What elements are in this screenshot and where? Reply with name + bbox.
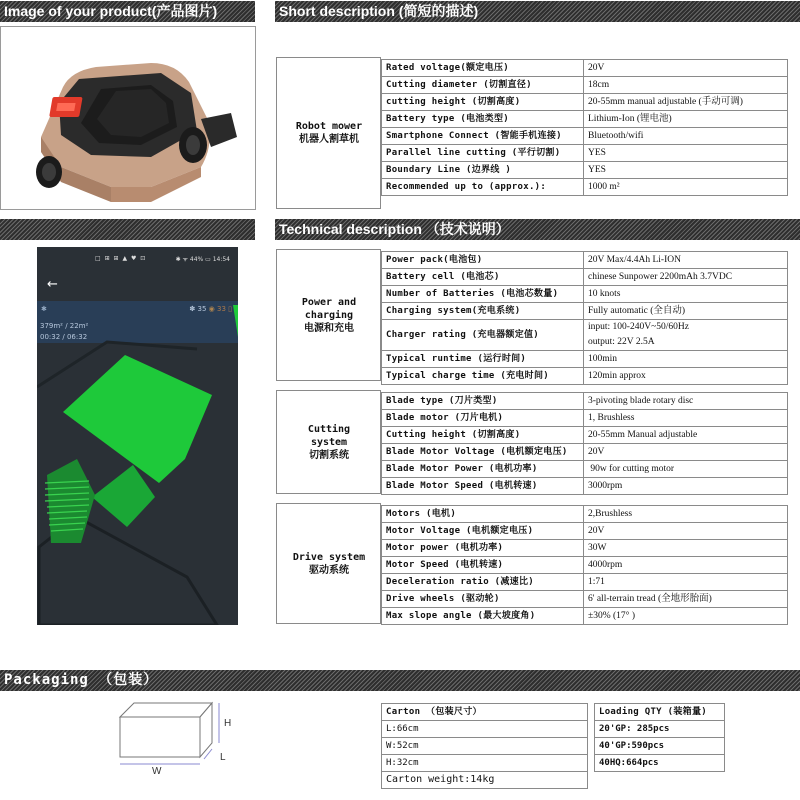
app-screenshot — [37, 247, 238, 625]
spec-value: 1, Brushless — [584, 410, 788, 427]
table-row — [595, 721, 725, 738]
spec-value: Carton weight:14kg — [382, 772, 588, 789]
spec-label: Motors (电机) — [382, 506, 584, 523]
table-row — [382, 608, 788, 625]
table-row — [382, 704, 588, 721]
spec-value: 18cm — [584, 77, 788, 94]
carton-table — [381, 703, 588, 789]
spec-value: 6' all-terrain tread (全地形胎面) — [584, 591, 788, 608]
dim-h: H — [224, 718, 232, 729]
spec-value: 4000rpm — [584, 557, 788, 574]
spec-label: Drive wheels (驱动轮) — [382, 591, 584, 608]
table-row — [382, 179, 788, 196]
spec-label: Motor Voltage (电机额定电压) — [382, 523, 584, 540]
spec-value: 40'GP:590pcs — [595, 738, 725, 755]
table-row — [382, 60, 788, 77]
table-row — [382, 351, 788, 368]
spec-label: Blade Motor Speed (电机转速) — [382, 478, 584, 495]
spec-value: 20'GP: 285pcs — [595, 721, 725, 738]
spec-value: 30W — [584, 540, 788, 557]
spec-label: Charging system(充电系统) — [382, 303, 584, 320]
table-row — [382, 574, 788, 591]
spec-label: Motor power (电机功率) — [382, 540, 584, 557]
spec-value: 100min — [584, 351, 788, 368]
spec-label: Recommended up to (approx.): — [382, 179, 584, 196]
spec-label: Blade Motor Voltage (电机额定电压) — [382, 444, 584, 461]
cutting-group — [276, 390, 381, 494]
spec-label: Power pack(电池包) — [382, 252, 584, 269]
table-row — [382, 540, 788, 557]
spec-value: 20V — [584, 444, 788, 461]
table-row — [382, 591, 788, 608]
spec-label: Cutting diameter (切割直径) — [382, 77, 584, 94]
lawn-map — [37, 247, 238, 625]
spec-label: Loading QTY (装箱量) — [595, 704, 725, 721]
carton-box-diagram — [112, 697, 252, 777]
table-row — [595, 738, 725, 755]
status-right: ✱ ᯤ 44% ▭ 14:54 — [175, 256, 230, 263]
table-row — [382, 145, 788, 162]
table-row — [382, 269, 788, 286]
spec-value: 90w for cutting motor — [584, 461, 788, 478]
spec-label: Number of Batteries (电池芯数量) — [382, 286, 584, 303]
spec-value: input: 100-240V~50/60Hz output: 22V 2.5A — [584, 320, 788, 351]
spec-label: Blade Motor Power (电机功率) — [382, 461, 584, 478]
spec-value: Lithium-Ion (锂电池) — [584, 111, 788, 128]
spec-label: Typical charge time (充电时间) — [382, 368, 584, 385]
table-row — [382, 162, 788, 179]
spec-label: Charger rating (充电器额定值) — [382, 320, 584, 351]
drive-table — [381, 505, 788, 625]
spec-value: 40HQ:664pcs — [595, 755, 725, 772]
loading-table — [594, 703, 725, 772]
spec-value: W:52cm — [382, 738, 588, 755]
table-row — [382, 303, 788, 320]
spec-label: Battery type (电池类型) — [382, 111, 584, 128]
spec-label: Smartphone Connect (智能手机连接) — [382, 128, 584, 145]
spec-label: Cutting height (切割高度) — [382, 427, 584, 444]
short-description-header: Short description (简短的描述) — [275, 1, 800, 22]
power-table — [381, 251, 788, 385]
spec-label: Deceleration ratio (减速比) — [382, 574, 584, 591]
power-title: Power and charging 电源和充电 — [301, 296, 357, 334]
spec-label: Blade type (刀片类型) — [382, 393, 584, 410]
spec-value: 20-55mm Manual adjustable — [584, 427, 788, 444]
short-description-table — [381, 59, 788, 196]
spec-value: 20V — [584, 523, 788, 540]
spec-value: L:66cm — [382, 721, 588, 738]
table-row — [382, 128, 788, 145]
spec-value: ±30% (17° ) — [584, 608, 788, 625]
table-row — [382, 738, 588, 755]
spec-value: Fully automatic (全自动) — [584, 303, 788, 320]
table-row — [382, 427, 788, 444]
spec-label: Motor Speed (电机转速) — [382, 557, 584, 574]
table-row — [382, 393, 788, 410]
spec-label: Typical runtime (运行时间) — [382, 351, 584, 368]
spec-label: Carton （包装尺寸） — [382, 704, 588, 721]
robot-mower-group — [276, 57, 381, 209]
table-row — [382, 444, 788, 461]
table-row — [382, 478, 788, 495]
status-icons: □ ⊞ ⊞ ▲ ♥ ⊡ — [95, 255, 147, 262]
drive-group — [276, 503, 381, 624]
spec-value: 120min approx — [584, 368, 788, 385]
table-row — [382, 557, 788, 574]
spec-label: Max slope angle (最大坡度角) — [382, 608, 584, 625]
spec-value: 20V Max/4.4Ah Li-ION — [584, 252, 788, 269]
spec-value: 2,Brushless — [584, 506, 788, 523]
spec-value: 10 knots — [584, 286, 788, 303]
table-row — [382, 368, 788, 385]
table-row — [382, 721, 588, 738]
technical-description-header: Technical description （技术说明） — [275, 219, 800, 240]
drive-title: Drive system 驱动系统 — [292, 551, 366, 576]
table-row — [382, 506, 788, 523]
spec-label: Battery cell (电池芯) — [382, 269, 584, 286]
robot-mower-title: Robot mower 机器人割草机 — [295, 121, 363, 145]
divider-bar — [0, 219, 255, 240]
product-image-frame — [0, 26, 256, 210]
table-row — [382, 320, 788, 351]
spec-label: cutting height (切割高度) — [382, 94, 584, 111]
spec-value: 1:71 — [584, 574, 788, 591]
spec-label: Parallel line cutting (平行切割) — [382, 145, 584, 162]
table-row — [382, 286, 788, 303]
spec-label: Rated voltage(额定电压) — [382, 60, 584, 77]
table-row — [382, 111, 788, 128]
spec-value: YES — [584, 162, 788, 179]
cutting-title: Cutting system 切割系统 — [307, 423, 351, 461]
table-row — [595, 755, 725, 772]
robot-mower-image — [1, 27, 255, 209]
table-row — [382, 755, 588, 772]
dim-l: L — [220, 752, 226, 763]
table-row — [382, 410, 788, 427]
packaging-header: Packaging （包装） — [0, 670, 800, 691]
table-row — [382, 461, 788, 478]
power-group — [276, 249, 381, 381]
back-arrow-icon[interactable]: ← — [47, 277, 58, 292]
table-row — [595, 704, 725, 721]
image-header: Image of your product(产品图片) — [0, 1, 255, 22]
spec-value: chinese Sunpower 2200mAh 3.7VDC — [584, 269, 788, 286]
spec-value: H:32cm — [382, 755, 588, 772]
table-row — [382, 523, 788, 540]
spec-value: Bluetooth/wifi — [584, 128, 788, 145]
spec-value: 3000rpm — [584, 478, 788, 495]
spec-value: 3-pivoting blade rotary disc — [584, 393, 788, 410]
dim-w: W — [152, 766, 162, 777]
cutting-table — [381, 392, 788, 495]
table-row — [382, 252, 788, 269]
table-row — [382, 772, 588, 789]
spec-label: Boundary Line (边界线 ) — [382, 162, 584, 179]
table-row — [382, 77, 788, 94]
table-row — [382, 94, 788, 111]
spec-value: 20-55mm manual adjustable (手动可调) — [584, 94, 788, 111]
spec-label: Blade motor (刀片电机) — [382, 410, 584, 427]
spec-value: 1000 m² — [584, 179, 788, 196]
spec-value: 20V — [584, 60, 788, 77]
spec-value: YES — [584, 145, 788, 162]
